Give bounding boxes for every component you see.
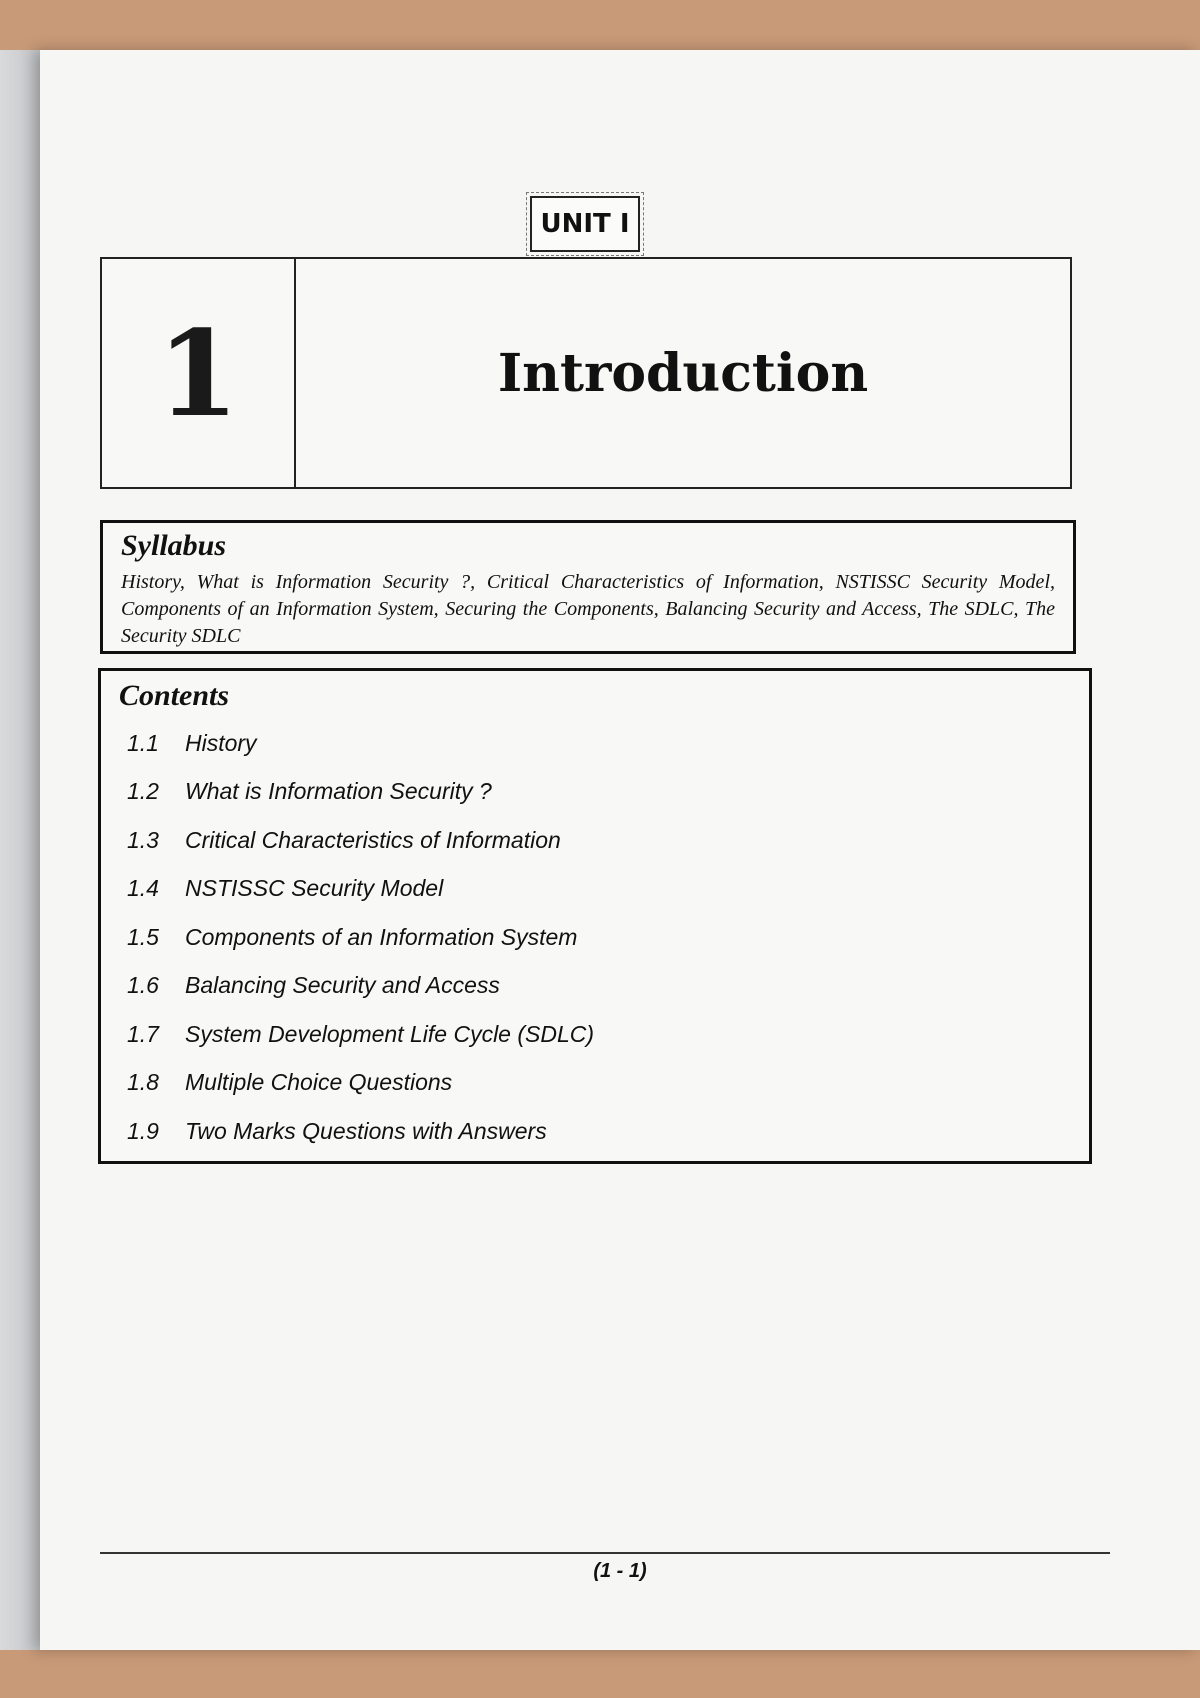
contents-item-number: 1.1	[127, 729, 159, 756]
contents-item-title: Components of an Information System	[185, 923, 578, 950]
contents-item-title: NSTISSC Security Model	[185, 875, 444, 902]
contents-item	[119, 1059, 1071, 1108]
contents-item-number: 1.8	[127, 1069, 159, 1096]
contents-item-title: Balancing Security and Access	[185, 972, 500, 999]
syllabus-heading: Syllabus	[121, 529, 227, 562]
contents-item-number: 1.4	[127, 875, 159, 902]
contents-item	[119, 865, 1071, 914]
contents-item-title: Two Marks Questions with Answers	[185, 1117, 547, 1144]
contents-item	[119, 913, 1071, 962]
contents-item	[119, 962, 1071, 1011]
contents-item-number: 1.6	[127, 972, 159, 999]
syllabus-text: History, What is Information Security ?, Critical Characteristics of Information, NSTISSC Security Model, Components of an Information System, Securing the Components, Balancing Security and Access, The SDLC, The Security SDLC	[121, 571, 1055, 647]
contents-item	[119, 1010, 1071, 1059]
contents-item-number: 1.7	[127, 1020, 159, 1047]
contents-item-number: 1.3	[127, 826, 159, 853]
contents-item	[119, 1107, 1071, 1156]
contents-item-title: Multiple Choice Questions	[185, 1069, 453, 1096]
contents-item-title: What is Information Security ?	[185, 778, 492, 805]
contents-box	[98, 668, 1092, 1164]
chapter-title: Introduction	[497, 342, 869, 404]
contents-item-title: History	[185, 729, 257, 756]
contents-item-title: Critical Characteristics of Information	[185, 826, 561, 853]
contents-item-number: 1.2	[127, 778, 159, 805]
syllabus-box	[100, 520, 1076, 654]
page-number: (1 - 1)	[593, 1560, 647, 1582]
contents-item	[119, 719, 1071, 768]
chapter-header	[100, 257, 1072, 489]
contents-list	[119, 719, 1071, 1156]
contents-item-title: System Development Life Cycle (SDLC)	[185, 1020, 595, 1047]
contents-heading: Contents	[119, 679, 230, 712]
contents-item	[119, 816, 1071, 865]
footer-divider	[100, 1552, 1110, 1554]
contents-item-number: 1.5	[127, 923, 159, 950]
unit-badge: UNIT I	[530, 196, 640, 252]
contents-item	[119, 768, 1071, 817]
chapter-number: 1	[102, 259, 296, 487]
contents-item-number: 1.9	[127, 1117, 159, 1144]
